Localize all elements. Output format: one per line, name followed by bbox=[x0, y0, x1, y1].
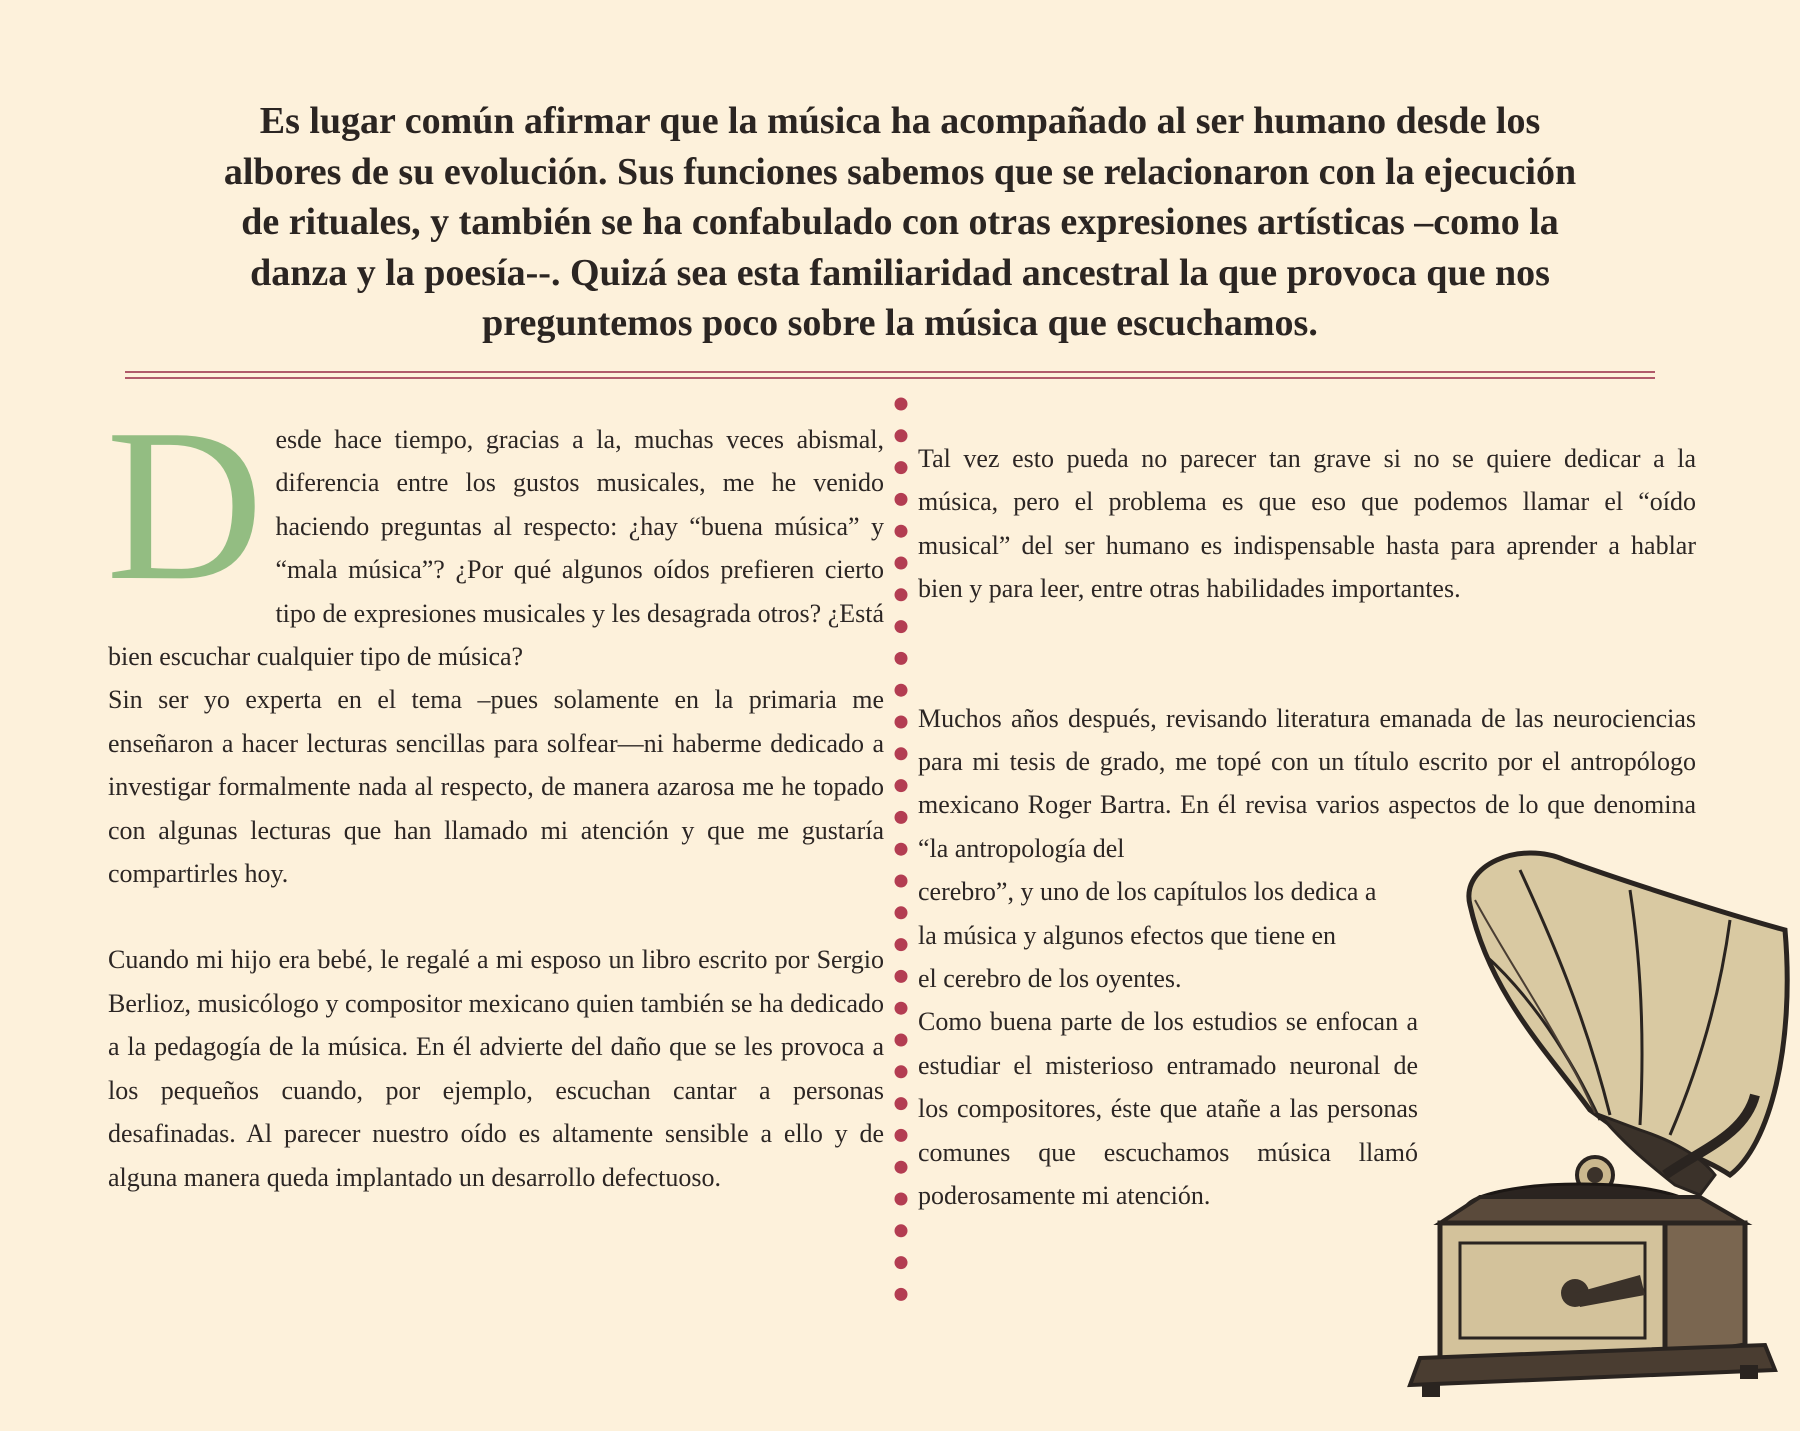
divider-dot bbox=[895, 620, 908, 633]
divider-dot bbox=[895, 461, 908, 474]
divider-dot bbox=[895, 1193, 908, 1206]
divider-dot bbox=[895, 970, 908, 983]
left-column bbox=[106, 385, 884, 1199]
divider-rule-top bbox=[125, 371, 1655, 373]
divider-dot bbox=[895, 875, 908, 888]
divider-dot bbox=[895, 716, 908, 729]
divider-dot bbox=[895, 1097, 908, 1110]
paragraph-line: la música y algunos efectos que tiene en bbox=[918, 920, 1337, 950]
divider-dot bbox=[895, 525, 908, 538]
divider-dot bbox=[895, 493, 908, 506]
divider-dot bbox=[895, 779, 908, 792]
divider-dot bbox=[895, 398, 908, 411]
intro-line: albores de su evolución. Sus funciones sabemos que se relacionaron con la ejecución bbox=[223, 150, 1577, 193]
divider-dot bbox=[895, 557, 908, 570]
paragraph: Cuando mi hijo era bebé, le regalé a mi esposo un libro escrito por Sergio Berlioz, musicólogo y compositor mexicano quien también se ha dedicado a la pedagogía de la música. En él advierte del daño que se les provoca a los pequeños cuando, por ejemplo, escuchan cantar a personas desafinadas. Al parecer nuestro oído es altamente sensible a ello y de alguna manera queda implantado un desarrollo defectuoso. bbox=[108, 945, 884, 1192]
divider-dot bbox=[895, 1034, 908, 1047]
divider-dot bbox=[895, 747, 908, 760]
intro-line: de rituales, y también se ha confabulado con otras expresiones artísticas –como la bbox=[241, 201, 1559, 243]
divider-dot bbox=[895, 684, 908, 697]
divider-dot bbox=[895, 1129, 908, 1142]
intro-heading bbox=[110, 96, 1690, 349]
intro-line: Es lugar común afirmar que la música ha acompañado al ser humano desde los bbox=[259, 100, 1541, 142]
divider-dot bbox=[895, 1065, 908, 1078]
paragraph-line: el cerebro de los oyentes. bbox=[918, 964, 1182, 994]
divider-dot bbox=[895, 906, 908, 919]
divider-dot bbox=[895, 843, 908, 856]
divider-dot bbox=[895, 1002, 908, 1015]
column-divider-dots bbox=[890, 392, 912, 1302]
paragraph: Como buena parte de los estudios se enfocan a estudiar el misterioso entramado neuronal de los compositores, éste que atañe a las personas comunes que escuchamos música llamó poderosamente mi atención. bbox=[918, 1007, 1418, 1211]
divider-dot bbox=[895, 1224, 908, 1237]
divider-dot bbox=[895, 652, 908, 665]
divider-dot bbox=[895, 938, 908, 951]
intro-line: preguntemos poco sobre la música que escuchamos. bbox=[482, 302, 1318, 344]
paragraph-line: cerebro”, y uno de los capítulos los dedica a bbox=[918, 877, 1377, 907]
drop-cap: D bbox=[106, 385, 264, 626]
divider-dot bbox=[895, 429, 908, 442]
gramophone-icon bbox=[1400, 845, 1790, 1415]
divider-dot bbox=[895, 588, 908, 601]
paragraph: Muchos años después, revisando literatura emanada de las neurociencias para mi tesis de grado, me topé con un título escrito por el antropólogo mexicano Roger Bartra. En él revisa varios aspectos de lo que denomina “la antropología del bbox=[918, 703, 1696, 863]
divider-dot bbox=[895, 1288, 908, 1301]
paragraph: esde hace tiempo, gracias a la, muchas veces abismal, diferencia entre los gustos musicales, me he venido haciendo preguntas al respecto: ¿hay “buena música” y “mala música”? ¿Por qué algunos oídos prefieren cierto tipo de expresiones musicales y les desagrada otros? ¿Está bien escuchar cualquier tipo de música? bbox=[108, 425, 884, 672]
intro-line: danza y la poesía--. Quizá sea esta familiaridad ancestral la que provoca que nos bbox=[250, 251, 1550, 294]
divider-dot bbox=[895, 1161, 908, 1174]
divider-rule-bottom bbox=[125, 377, 1655, 379]
divider-dot bbox=[895, 1256, 908, 1269]
paragraph: Tal vez esto pueda no parecer tan grave si no se quiere dedicar a la música, pero el problema es que eso que podemos llamar el “oído musical” del ser humano es indispensable hasta para aprender a hablar bien y para leer, entre otras habilidades importantes. bbox=[918, 444, 1696, 604]
paragraph: Sin ser yo experta en el tema –pues solamente en la primaria me enseñaron a hacer lecturas sencillas para solfear—ni haberme dedicado a investigar formalmente nada al respecto, de manera azarosa me he topado con algunas lecturas que han llamado mi atención y que me gustaría compartirles hoy. bbox=[108, 685, 884, 889]
divider-dot bbox=[895, 811, 908, 824]
